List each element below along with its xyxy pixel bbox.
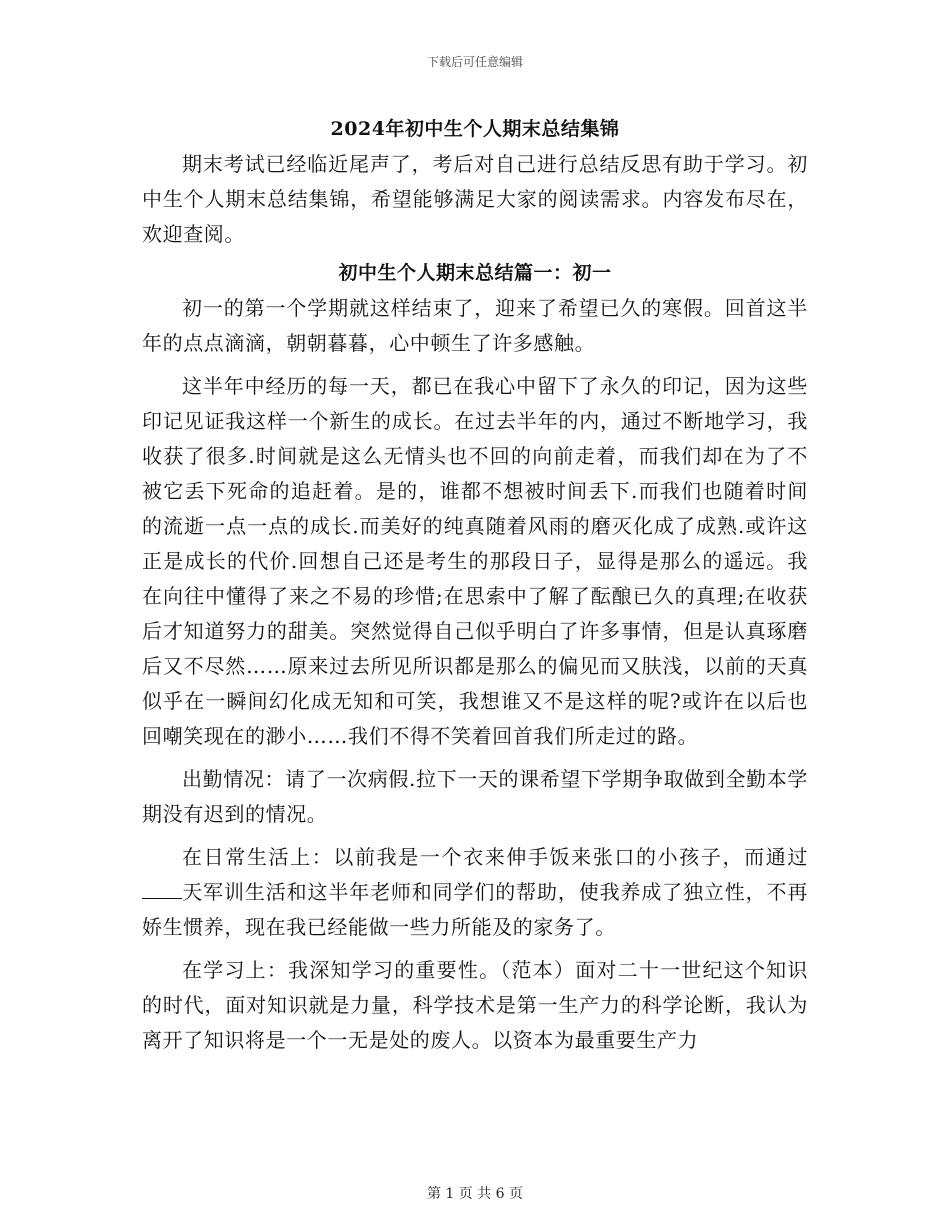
attendance-paragraph: 出勤情况：请了一次病假.拉下一天的课希望下学期争取做到全勤本学期没有迟到的情况。	[142, 767, 808, 826]
body-paragraph-2: 这半年中经历的每一天，都已在我心中留下了永久的印记，因为这些印记见证我这样一个新生的成长。在过去半年的内，通过不断地学习，我收获了很多.时间就是这么无情头也不回的向前走着，而我们却在为了不被它丢下死命的追赶着。是的，谁都不想被时间丢下.而我们也随着时间的流逝一点一点的成长.而美好的纯真随着风雨的磨灭化成了成熟.或许这正是成长的代价.回想自己还是考生的那段日子，显得是那么的遥远。我在向往中懂得了来之不易的珍惜;在思索中了解了酝酿已久的真理;在收获后才知道努力的甜美。突然觉得自己似乎明白了许多事情，但是认真琢磨后又不尽然……原来过去所见所识都是那么的偏见而又肤浅，以前的天真似乎在一瞬间幻化成无知和可笑，我想谁又不是这样的呢?或许在以后也回嘲笑现在的渺小……我们不得不笑着回首我们所走过的路。	[142, 374, 808, 748]
body-paragraph-1: 初一的第一个学期就这样结束了，迎来了希望已久的寒假。回首这半年的点点滴滴，朝朝暮暮，心中顿生了许多感触。	[142, 296, 808, 355]
daily-life-text-end: 天军训生活和这半年老师和同学们的帮助，使我养成了独立性，不再娇生惯养，现在我已经能做一些力所能及的家务了。	[142, 880, 808, 939]
intro-paragraph: 期末考试已经临近尾声了，考后对自己进行总结反思有助于学习。初中生个人期末总结集锦，希望能够满足大家的阅读需求。内容发布尽在，欢迎查阅。	[142, 152, 808, 246]
fill-in-blank	[142, 882, 182, 899]
page-number-footer: 第 1 页 共 6 页	[426, 1186, 524, 1202]
study-paragraph: 在学习上：我深知学习的重要性。（范本）面对二十一世纪这个知识的时代，面对知识就是力量，科学技术是第一生产力的科学论断，我认为离开了知识将是一个一无是处的废人。以资本为最重要生产力	[142, 958, 808, 1052]
section-heading: 初中生个人期末总结篇一：初一	[338, 262, 612, 284]
header-note: 下载后可任意编辑	[426, 55, 523, 69]
document-title: 2024年初中生个人期末总结集锦	[330, 118, 620, 140]
daily-life-paragraph	[142, 840, 808, 945]
daily-life-text-start: 在日常生活上：以前我是一个衣来伸手饭来张口的小孩子，而通过	[182, 845, 808, 869]
document-body	[142, 147, 808, 1058]
